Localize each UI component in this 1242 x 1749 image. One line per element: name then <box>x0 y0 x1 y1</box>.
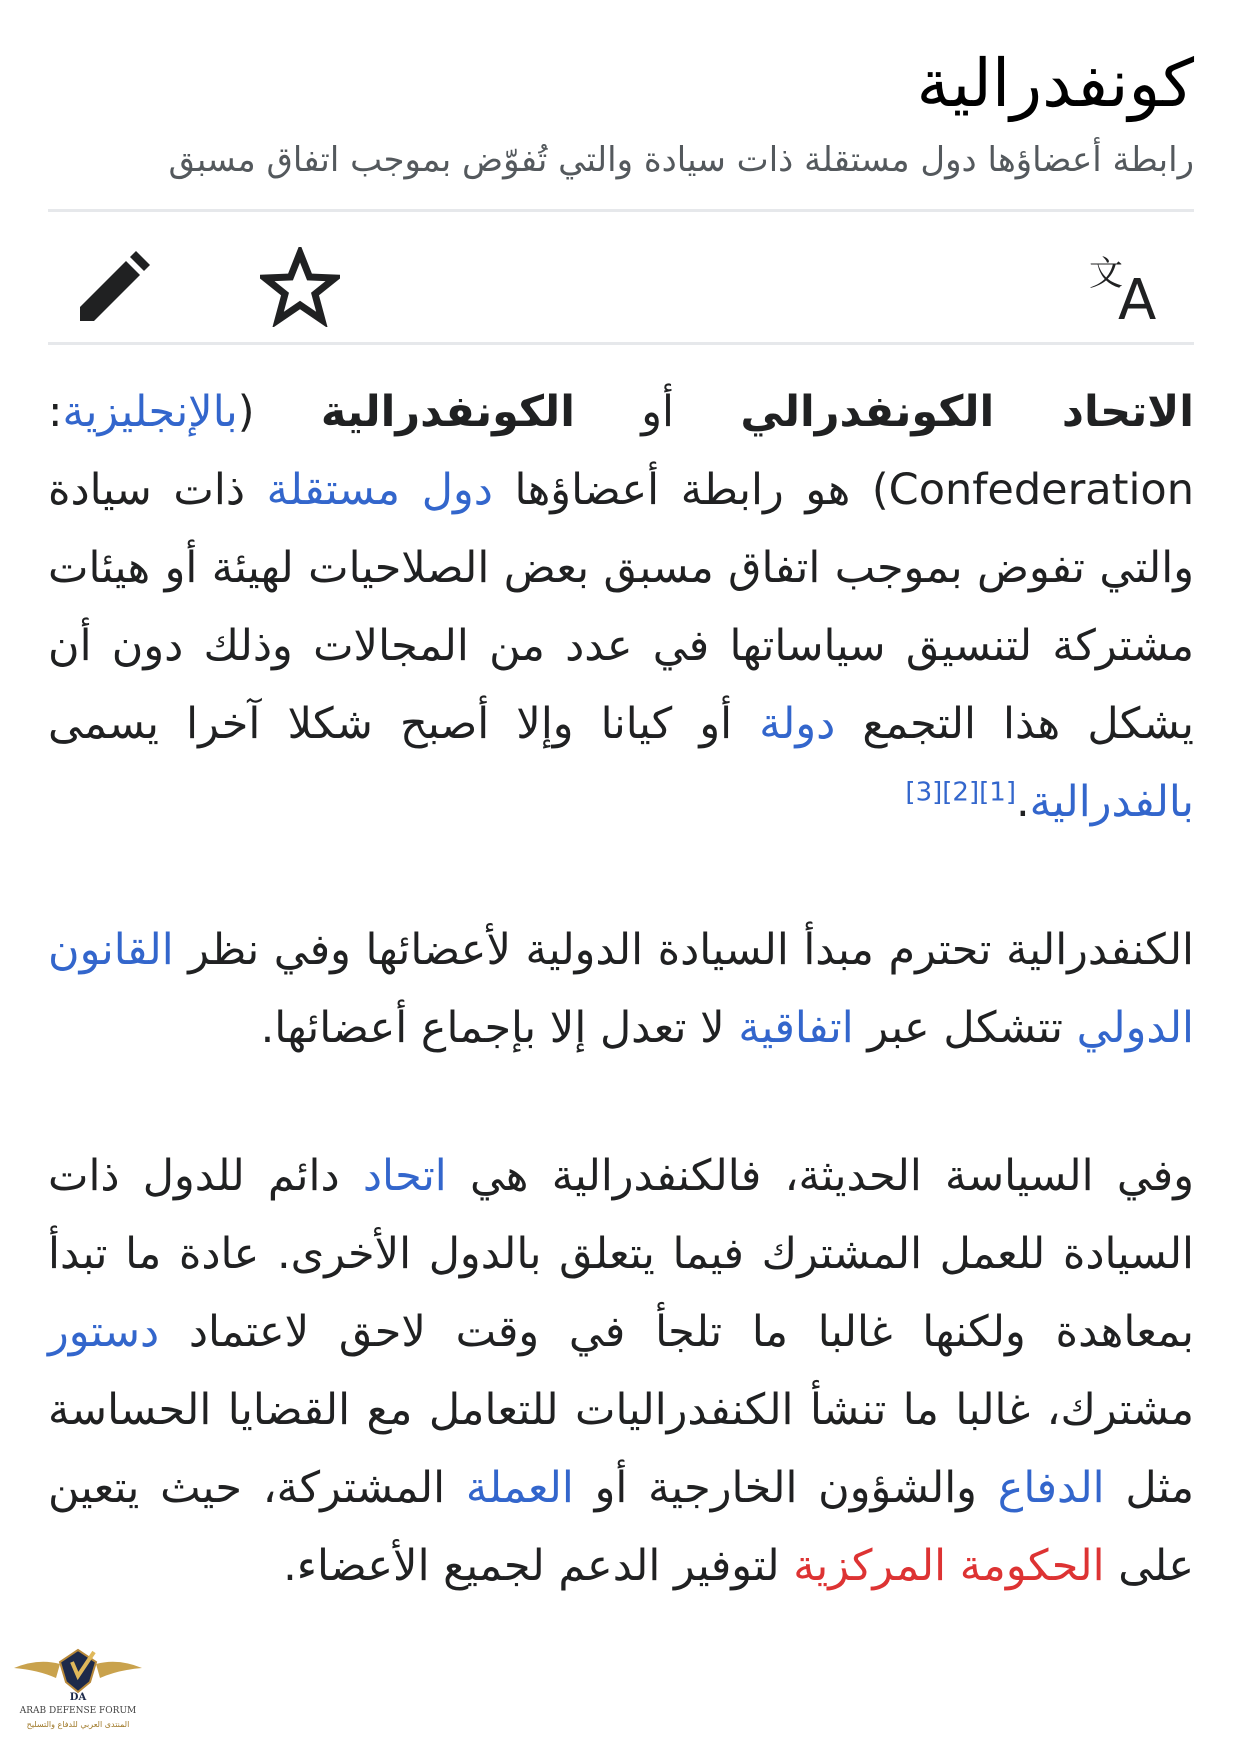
link-agreement[interactable]: اتفاقية <box>738 1003 854 1054</box>
watermark-arabic: المنتدى العربي للدفاع والتسليح <box>26 1720 130 1729</box>
text-run: ( <box>237 387 321 438</box>
bold-term: الكونفدرالية <box>320 387 575 438</box>
language-button[interactable] <box>1086 245 1170 329</box>
pencil-icon <box>74 247 154 327</box>
link-english[interactable]: بالإنجليزية <box>62 387 238 438</box>
text-run: مشترك، غالبا ما تنشأ الكنفدراليات للتعامل مع القضايا الحساسة مثل <box>48 1385 1194 1514</box>
translate-icon <box>1086 245 1170 329</box>
paragraph-modern-politics <box>48 1137 1194 1605</box>
star-icon <box>260 247 340 327</box>
text-run: : Confederation) هو رابطة أعضاؤها <box>48 387 1194 516</box>
text-run: دائم للدول ذات السيادة للعمل المشترك فيما يتعلق بالدول الأخرى. عادة ما تبدأ بمعاهدة ولكنها غالبا ما تلجأ في وقت لاحق لاعتماد <box>48 1151 1194 1358</box>
watch-button[interactable] <box>258 245 342 329</box>
paragraph-sovereignty <box>48 911 1194 1067</box>
watermark-name: ARAB DEFENSE FORUM <box>19 1706 137 1716</box>
link-state[interactable]: دولة <box>759 699 836 750</box>
reference-link[interactable]: [3] <box>905 777 943 808</box>
link-international-law[interactable]: القانون الدولي <box>48 925 1194 1054</box>
redlink-central-government[interactable]: الحكومة المركزية <box>793 1541 1105 1592</box>
text-run: تتشكل عبر <box>853 1003 1077 1054</box>
svg-text:文: 文 <box>1089 254 1123 295</box>
reference-link[interactable]: [1] <box>979 777 1016 808</box>
link-federalism[interactable]: بالفدرالية <box>1029 777 1194 828</box>
page-description: رابطة أعضاؤها دول مستقلة ذات سيادة والتي تُفوّض بموجب اتفاق مسبق <box>168 140 1194 181</box>
svg-text:DA: DA <box>69 1692 87 1703</box>
text-run: لتوفير الدعم لجميع الأعضاء. <box>283 1541 794 1592</box>
article-page <box>48 0 1194 1675</box>
link-defense[interactable]: الدفاع <box>997 1463 1105 1514</box>
link-independent-states[interactable]: دول مستقلة <box>266 465 493 516</box>
page-actions-toolbar <box>48 212 1194 342</box>
text-run: أو <box>574 387 741 438</box>
text-run: أو كيانا وإلا أصبح شكلا آخرا يسمى <box>48 699 760 750</box>
link-constitution[interactable]: دستور <box>48 1307 160 1358</box>
text-run: الكنفدرالية تحترم مبدأ السيادة الدولية لأعضائها وفي نظر <box>173 925 1194 976</box>
bold-term: الاتحاد الكونفدرالي <box>740 387 1194 438</box>
text-run: المشتركة، حيث يتعين على <box>48 1463 1194 1592</box>
text-run: لا تعدل إلا بإجماع أعضائها. <box>260 1003 739 1054</box>
forum-watermark-logo <box>8 1642 148 1749</box>
text-run: ذات سيادة والتي تفوض بموجب اتفاق مسبق بعض الصلاحيات لهيئة أو هيئات مشتركة لتنسيق سياساتها في عدد من المجالات وذلك دون أن يشكل هذا التجمع <box>48 465 1194 750</box>
link-currency[interactable]: العملة <box>465 1463 574 1514</box>
text-run: . <box>1015 777 1030 828</box>
text-run: والشؤون الخارجية أو <box>573 1463 998 1514</box>
edit-button[interactable] <box>72 245 156 329</box>
page-title: كونفدرالية <box>916 45 1194 122</box>
svg-text:A: A <box>1118 268 1157 330</box>
reference-link[interactable]: [2] <box>942 777 980 808</box>
text-run: وفي السياسة الحديثة، فالكنفدرالية هي <box>446 1151 1194 1202</box>
link-union[interactable]: اتحاد <box>362 1151 447 1202</box>
eagle-emblem-icon <box>8 1642 148 1706</box>
article-body <box>48 345 1194 1605</box>
paragraph-intro <box>48 373 1194 841</box>
